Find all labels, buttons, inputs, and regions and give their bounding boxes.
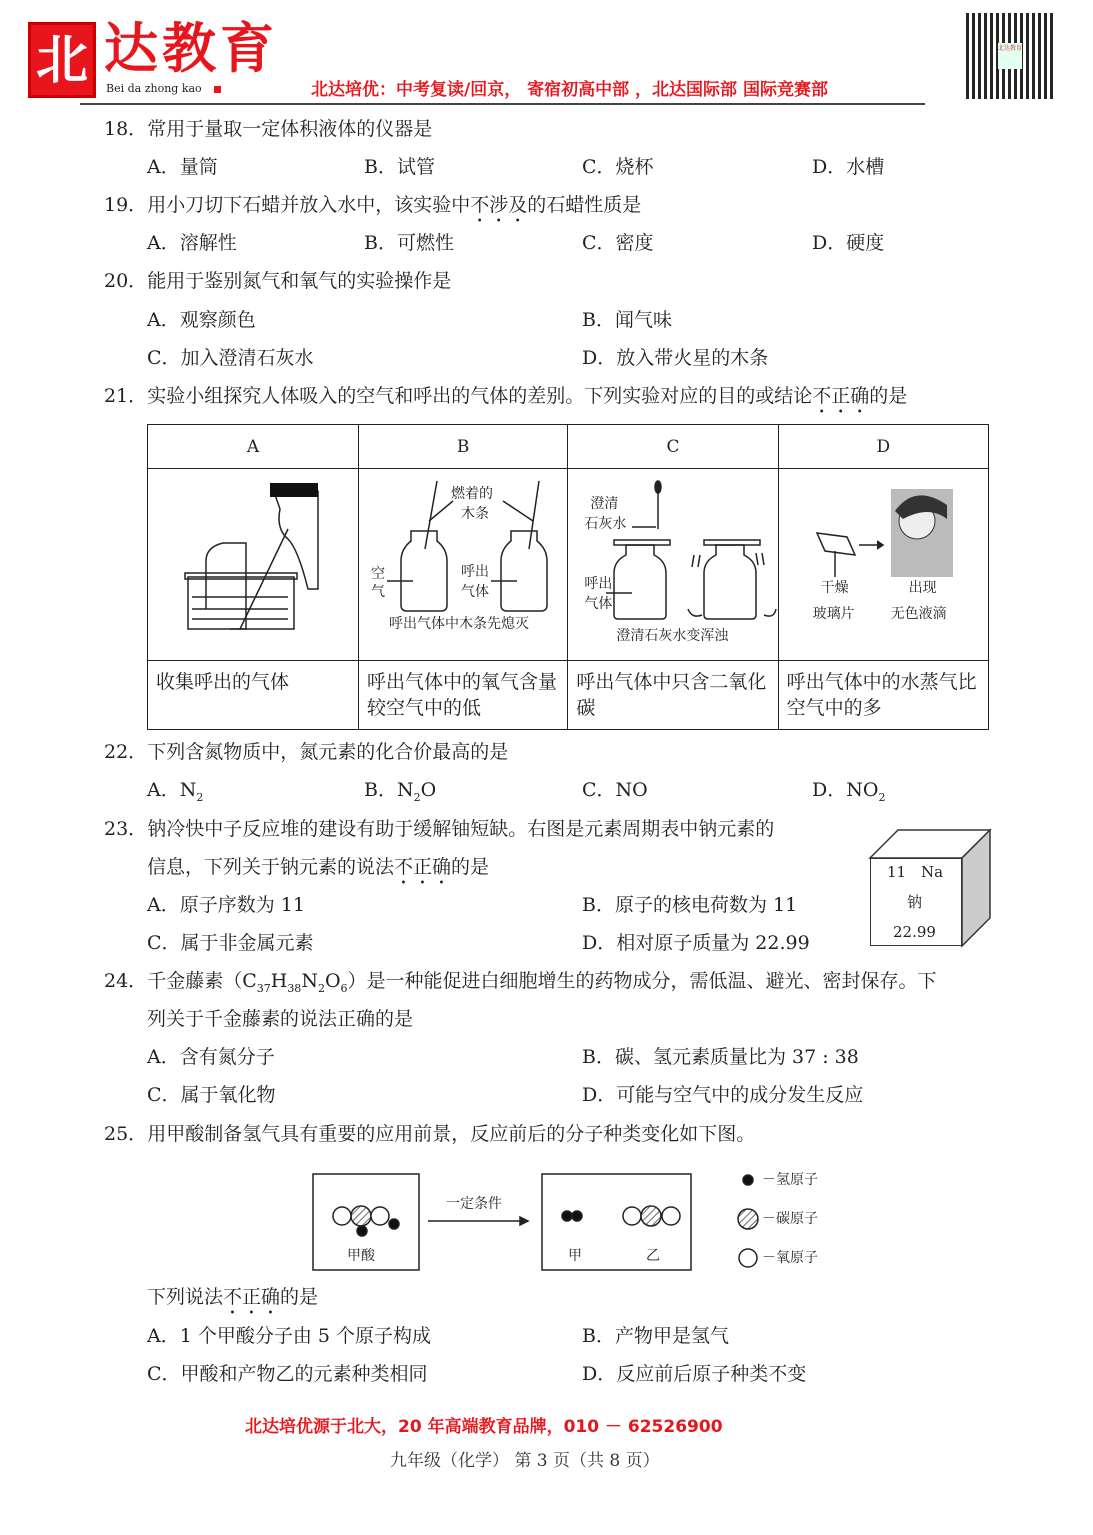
option: C．属于氧化物: [147, 1084, 276, 1106]
question-21: 21．实验小组探究人体吸入的空气和呼出的气体的差别。下列实验对应的目的或结论不正确的是: [104, 385, 908, 407]
caption: 呼出气体中木条先熄灭: [389, 616, 529, 632]
logo-mark: 北: [28, 22, 96, 98]
option: C．烧杯: [582, 156, 654, 178]
question-25-prompt: 下列说法不正确的是: [147, 1286, 319, 1308]
legend-hydrogen: －氢原子: [762, 1172, 818, 1188]
sodium-cell: [870, 858, 962, 946]
breath-on-glass-figure: [779, 469, 990, 655]
option: B．试管: [364, 156, 435, 178]
illustration-a: [148, 469, 359, 661]
label: 石灰水: [584, 516, 627, 532]
conclusion-d: 呼出气体中的水蒸气比空气中的多: [778, 661, 988, 730]
option: D．水槽: [812, 156, 885, 178]
question-22: 22．下列含氮物质中，氮元素的化合价最高的是: [104, 741, 509, 763]
product1-label: 甲: [568, 1248, 582, 1264]
caption: 澄清石灰水变浑浊: [616, 628, 729, 644]
option: B．$N_2O$: [364, 779, 437, 804]
label: 无色液滴: [890, 606, 947, 622]
condition-label: 一定条件: [446, 1196, 502, 1212]
option: D．相对原子质量为 22.99: [582, 932, 810, 954]
question-23: 23．钠冷快中子反应堆的建设有助于缓解铀短缺。右图是元素周期表中钠元素的: [104, 818, 775, 840]
footer-ad: 北达培优源于北大，20 年高端教育品牌，010 － 62526900: [245, 1417, 723, 1437]
experiment-table: [147, 424, 989, 730]
option: A．含有氮分子: [147, 1046, 275, 1068]
option: B．原子的核电荷数为 11: [582, 894, 798, 916]
logo-square: [214, 86, 221, 93]
label: 燃着的: [451, 486, 493, 502]
logo-text: 达教育: [104, 16, 278, 80]
illustration-b: [359, 469, 568, 661]
question-20: 20．能用于鉴别氮气和氧气的实验操作是: [104, 270, 452, 292]
question-24-line2: 列关于千金藤素的说法正确的是: [147, 1008, 414, 1030]
legend-oxygen: －氧原子: [762, 1250, 818, 1266]
conclusion-c: 呼出气体中只含二氧化碳: [568, 661, 778, 730]
element-name: 钠: [907, 893, 923, 911]
option: A．量筒: [147, 156, 218, 178]
option: B．碳、氢元素质量比为 37 : 38: [582, 1046, 859, 1068]
question-19: 19．用小刀切下石蜡并放入水中，该实验中不涉及的石蜡性质是: [104, 194, 642, 216]
illustration-c: [568, 469, 778, 661]
illustration-d: [778, 469, 988, 661]
option: D．硬度: [812, 232, 885, 254]
option: A．溶解性: [147, 232, 237, 254]
conclusion-a: 收集呼出的气体: [148, 661, 359, 730]
question-24: 24．千金藤素$(C_{37}H_{38}N_2O_6)$是一种能促进白细胞增生的药物成分，需低温、避光、密封保存。下: [104, 970, 937, 995]
question-25: 25．用甲酸制备氢气具有重要的应用前景，反应前后的分子种类变化如下图。: [104, 1123, 756, 1145]
option: D．$NO_2$: [812, 779, 886, 804]
legend-carbon: －碳原子: [762, 1211, 818, 1227]
atomic-mass: 22.99: [893, 923, 936, 941]
header-divider: [80, 103, 925, 105]
option: A．原子序数为 11: [147, 894, 305, 916]
label: 玻璃片: [812, 606, 855, 622]
option: D．放入带火星的木条: [582, 347, 769, 369]
option: B．闻气味: [582, 309, 672, 331]
atomic-number: 11: [887, 863, 907, 881]
column-header: C: [568, 425, 778, 469]
qr-code-icon: [966, 13, 1054, 99]
option: A．$N_2$: [147, 779, 204, 804]
option: C．密度: [582, 232, 654, 254]
reactant-label: 甲酸: [347, 1248, 375, 1264]
product2-label: 乙: [646, 1248, 660, 1264]
option: A．1 个甲酸分子由 5 个原子构成: [147, 1325, 432, 1347]
option: D．反应前后原子种类不变: [582, 1363, 807, 1385]
option: A．观察颜色: [147, 309, 256, 331]
element-symbol: Na: [921, 863, 944, 881]
gas-collection-figure: [148, 469, 358, 655]
label: 出现: [908, 580, 937, 596]
label: 气体: [461, 584, 489, 600]
logo-pinyin: Bei da zhong kao: [106, 82, 202, 95]
label: 干燥: [820, 580, 849, 596]
option: C．甲酸和产物乙的元素种类相同: [147, 1363, 428, 1385]
header-slogan: 北达培优：中考复读/回京， 寄宿初高中部 ，北达国际部 国际竞赛部: [311, 80, 828, 100]
label: 木条: [461, 506, 489, 522]
option: B．可燃性: [364, 232, 454, 254]
label: 呼出: [461, 564, 489, 580]
label: 空气: [371, 566, 385, 600]
column-header: A: [148, 425, 359, 469]
label: 澄清: [590, 496, 619, 512]
option: B．产物甲是氢气: [582, 1325, 729, 1347]
option: C．加入澄清石灰水: [147, 347, 314, 369]
column-header: B: [359, 425, 568, 469]
option: C．NO: [582, 779, 648, 801]
label: 呼出: [584, 576, 613, 592]
page-number: 九年级（化学） 第 3 页（共 8 页）: [390, 1451, 660, 1471]
question-18: 18．常用于量取一定体积液体的仪器是: [104, 118, 433, 140]
option: D．可能与空气中的成分发生反应: [582, 1084, 864, 1106]
option: C．属于非金属元素: [147, 932, 314, 954]
conclusion-b: 呼出气体中的氧气含量较空气中的低: [359, 661, 568, 730]
qr-label: 北达教育: [998, 43, 1022, 69]
column-header: D: [778, 425, 988, 469]
label: 气体: [584, 596, 613, 612]
question-23-line2: 信息，下列关于钠元素的说法不正确的是: [147, 856, 490, 878]
